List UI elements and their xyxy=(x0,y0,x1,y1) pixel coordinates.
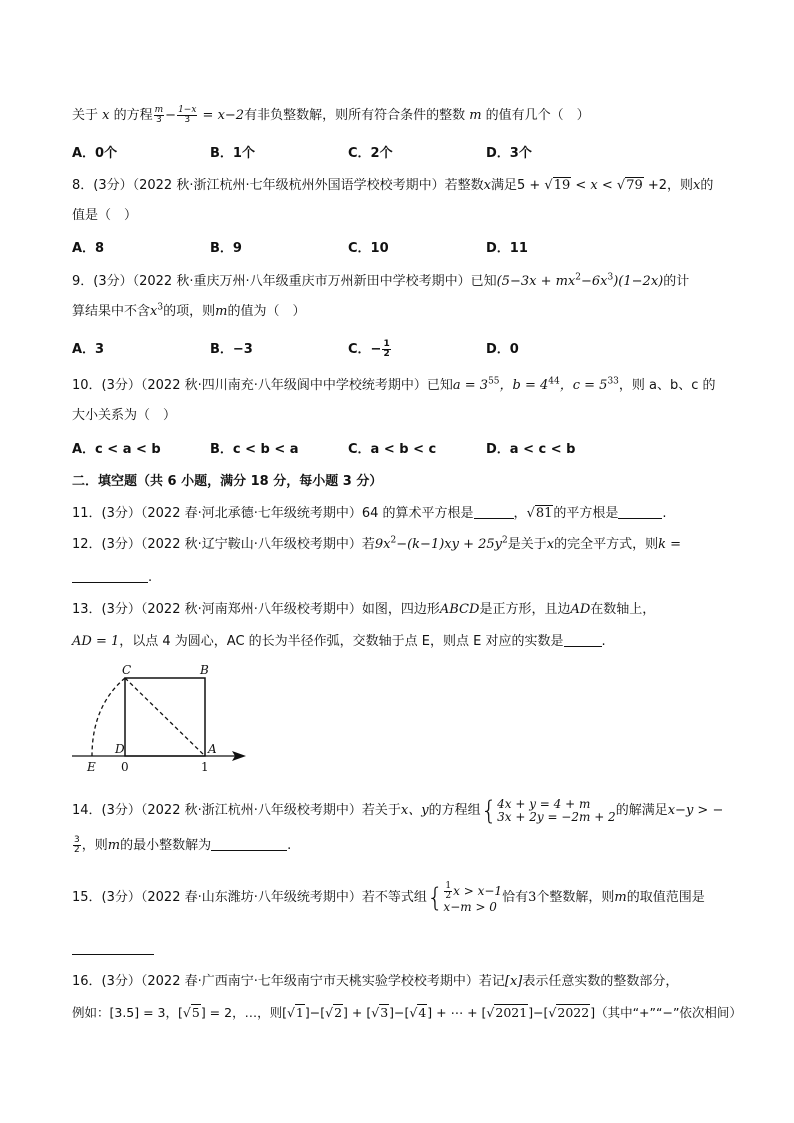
question-7-options xyxy=(72,144,722,164)
question-13-stem-line2: AD = 1，以点 4 为圆心，AC 的长为半径作弧，交数轴于点 E，则点 E 对应的实数是 . xyxy=(72,634,606,649)
question-12-stem: 12．(3分）（2022 秋·辽宁鞍山·八年级校考期中）若$9x^2-(k-1)xy + 25y^2$是关于x的完全平方式，则k = xyxy=(72,535,682,552)
question-10-options xyxy=(72,440,722,460)
label-b: B xyxy=(200,663,209,677)
option-d[interactable]: D．3个 xyxy=(486,146,532,161)
diagonal-ac xyxy=(125,678,205,756)
option-c[interactable]: C．10 xyxy=(348,241,389,256)
question-11-stem: 11．(3分）（2022 春·河北承德·七年级统考期中）64 的算术平方根是 ，√81的平方根是 . xyxy=(72,506,667,521)
tick-0: 0 xyxy=(121,760,129,774)
question-8-stem-line2: 值是（ ） xyxy=(72,208,138,223)
square-number-line-figure xyxy=(70,658,260,776)
option-d[interactable]: D．11 xyxy=(486,241,528,256)
tick-1: 1 xyxy=(201,760,209,774)
answer-blank[interactable] xyxy=(211,836,287,851)
answer-blank[interactable] xyxy=(474,504,514,519)
question-16-stem: 16．(3分）（2022 春·广西南宁·七年级南宁市天桃实验学校校考期中）若记[x]表示任意实数的整数部分， xyxy=(72,974,679,989)
option-a[interactable]: A．3 xyxy=(72,342,105,357)
option-b[interactable]: B．−3 xyxy=(210,342,253,357)
question-8-stem: 8．(3分）（2022 秋·浙江杭州·七年级杭州外国语学校校考期中）若整数x满足5 + √19 < x < √79 +2，则x的 xyxy=(72,178,714,193)
option-a[interactable]: A．8 xyxy=(72,241,105,256)
question-8-options xyxy=(72,239,722,259)
question-10-stem: 10．(3分）（2022 秋·四川南充·八年级阆中中学校统考期中）已知$a = 3^{55}$，$b = 4^{44}$，$c = 5^{33}$，则 a、b、c 的 xyxy=(72,376,716,393)
option-d[interactable]: D．a < c < b xyxy=(486,442,576,457)
question-15-stem: 15．(3分）（2022 春·山东潍坊·八年级统考期中）若不等式组{ $\frac{1}{2}$ x > x−1 x−m > 0 恰有3个整数解，则m的取值范围是 xyxy=(72,880,705,914)
option-c[interactable]: C．a < b < c xyxy=(348,442,437,457)
answer-blank[interactable] xyxy=(564,632,602,647)
question-9-options xyxy=(72,340,722,360)
label-d: D xyxy=(115,742,125,756)
label-c: C xyxy=(122,663,132,677)
option-a[interactable]: A．c < a < b xyxy=(72,442,161,457)
question-9-stem-line2: 算结果中不含$x^3$的项，则m的值为（ ） xyxy=(72,302,306,319)
question-13-stem: 13．(3分）（2022 秋·河南郑州·八年级校考期中）如图，四边形ABCD是正方形，且边AD在数轴上， xyxy=(72,602,656,617)
question-12-answer-line: . xyxy=(72,568,722,588)
option-a[interactable]: A．0个 xyxy=(72,146,118,161)
question-9-stem: 9．(3分）（2022 秋·重庆万州·八年级重庆市万州新田中学校考期中）已知$(5-3x + mx^2-6x^3)(1-2x)$的计 xyxy=(72,272,690,289)
answer-blank[interactable] xyxy=(72,940,154,955)
label-e: E xyxy=(87,760,96,774)
question-10-stem-line2: 大小关系为（ ） xyxy=(72,408,177,423)
label-a: A xyxy=(208,742,217,756)
option-b[interactable]: B．1个 xyxy=(210,146,255,161)
question-16-stem-line2: 例如：[3.5] = 3，[√5] = 2，…，则[√1]−[√2] + [√3]−[√4] + ⋯ + [√2021]−[√2022]（其中“+”“−”依次相间） xyxy=(72,1005,742,1020)
section-2-title: 二．填空题（共 6 小题，满分 18 分，每小题 3 分） xyxy=(72,474,383,489)
question-15-answer-line xyxy=(72,940,722,960)
answer-blank[interactable] xyxy=(72,568,148,583)
option-c[interactable]: C．− $\frac{1}{2}$ xyxy=(348,339,390,359)
option-b[interactable]: B．9 xyxy=(210,241,242,256)
figure-svg xyxy=(70,658,260,776)
question-14-stem: 14．(3分）（2022 秋·浙江杭州·八年级校考期中）若关于x、y的方程组{ 4x + y = 4 + m 3x + 2y = −2m + 2 的解满足x−y > − xyxy=(72,795,724,826)
option-c[interactable]: C．2个 xyxy=(348,146,393,161)
question-7-stem: 关于 x 的方程 $\frac{m}{3}$ − $\frac{1-x}{3}$ = x−2有非负整数解，则所有符合条件的整数 m 的值有几个（ ） xyxy=(72,105,590,125)
option-d[interactable]: D．0 xyxy=(486,342,519,357)
answer-blank[interactable] xyxy=(618,504,662,519)
option-b[interactable]: B．c < b < a xyxy=(210,442,299,457)
question-14-stem-line2: $\frac{3}{2}$ ，则m的最小整数解为 . xyxy=(74,835,292,855)
